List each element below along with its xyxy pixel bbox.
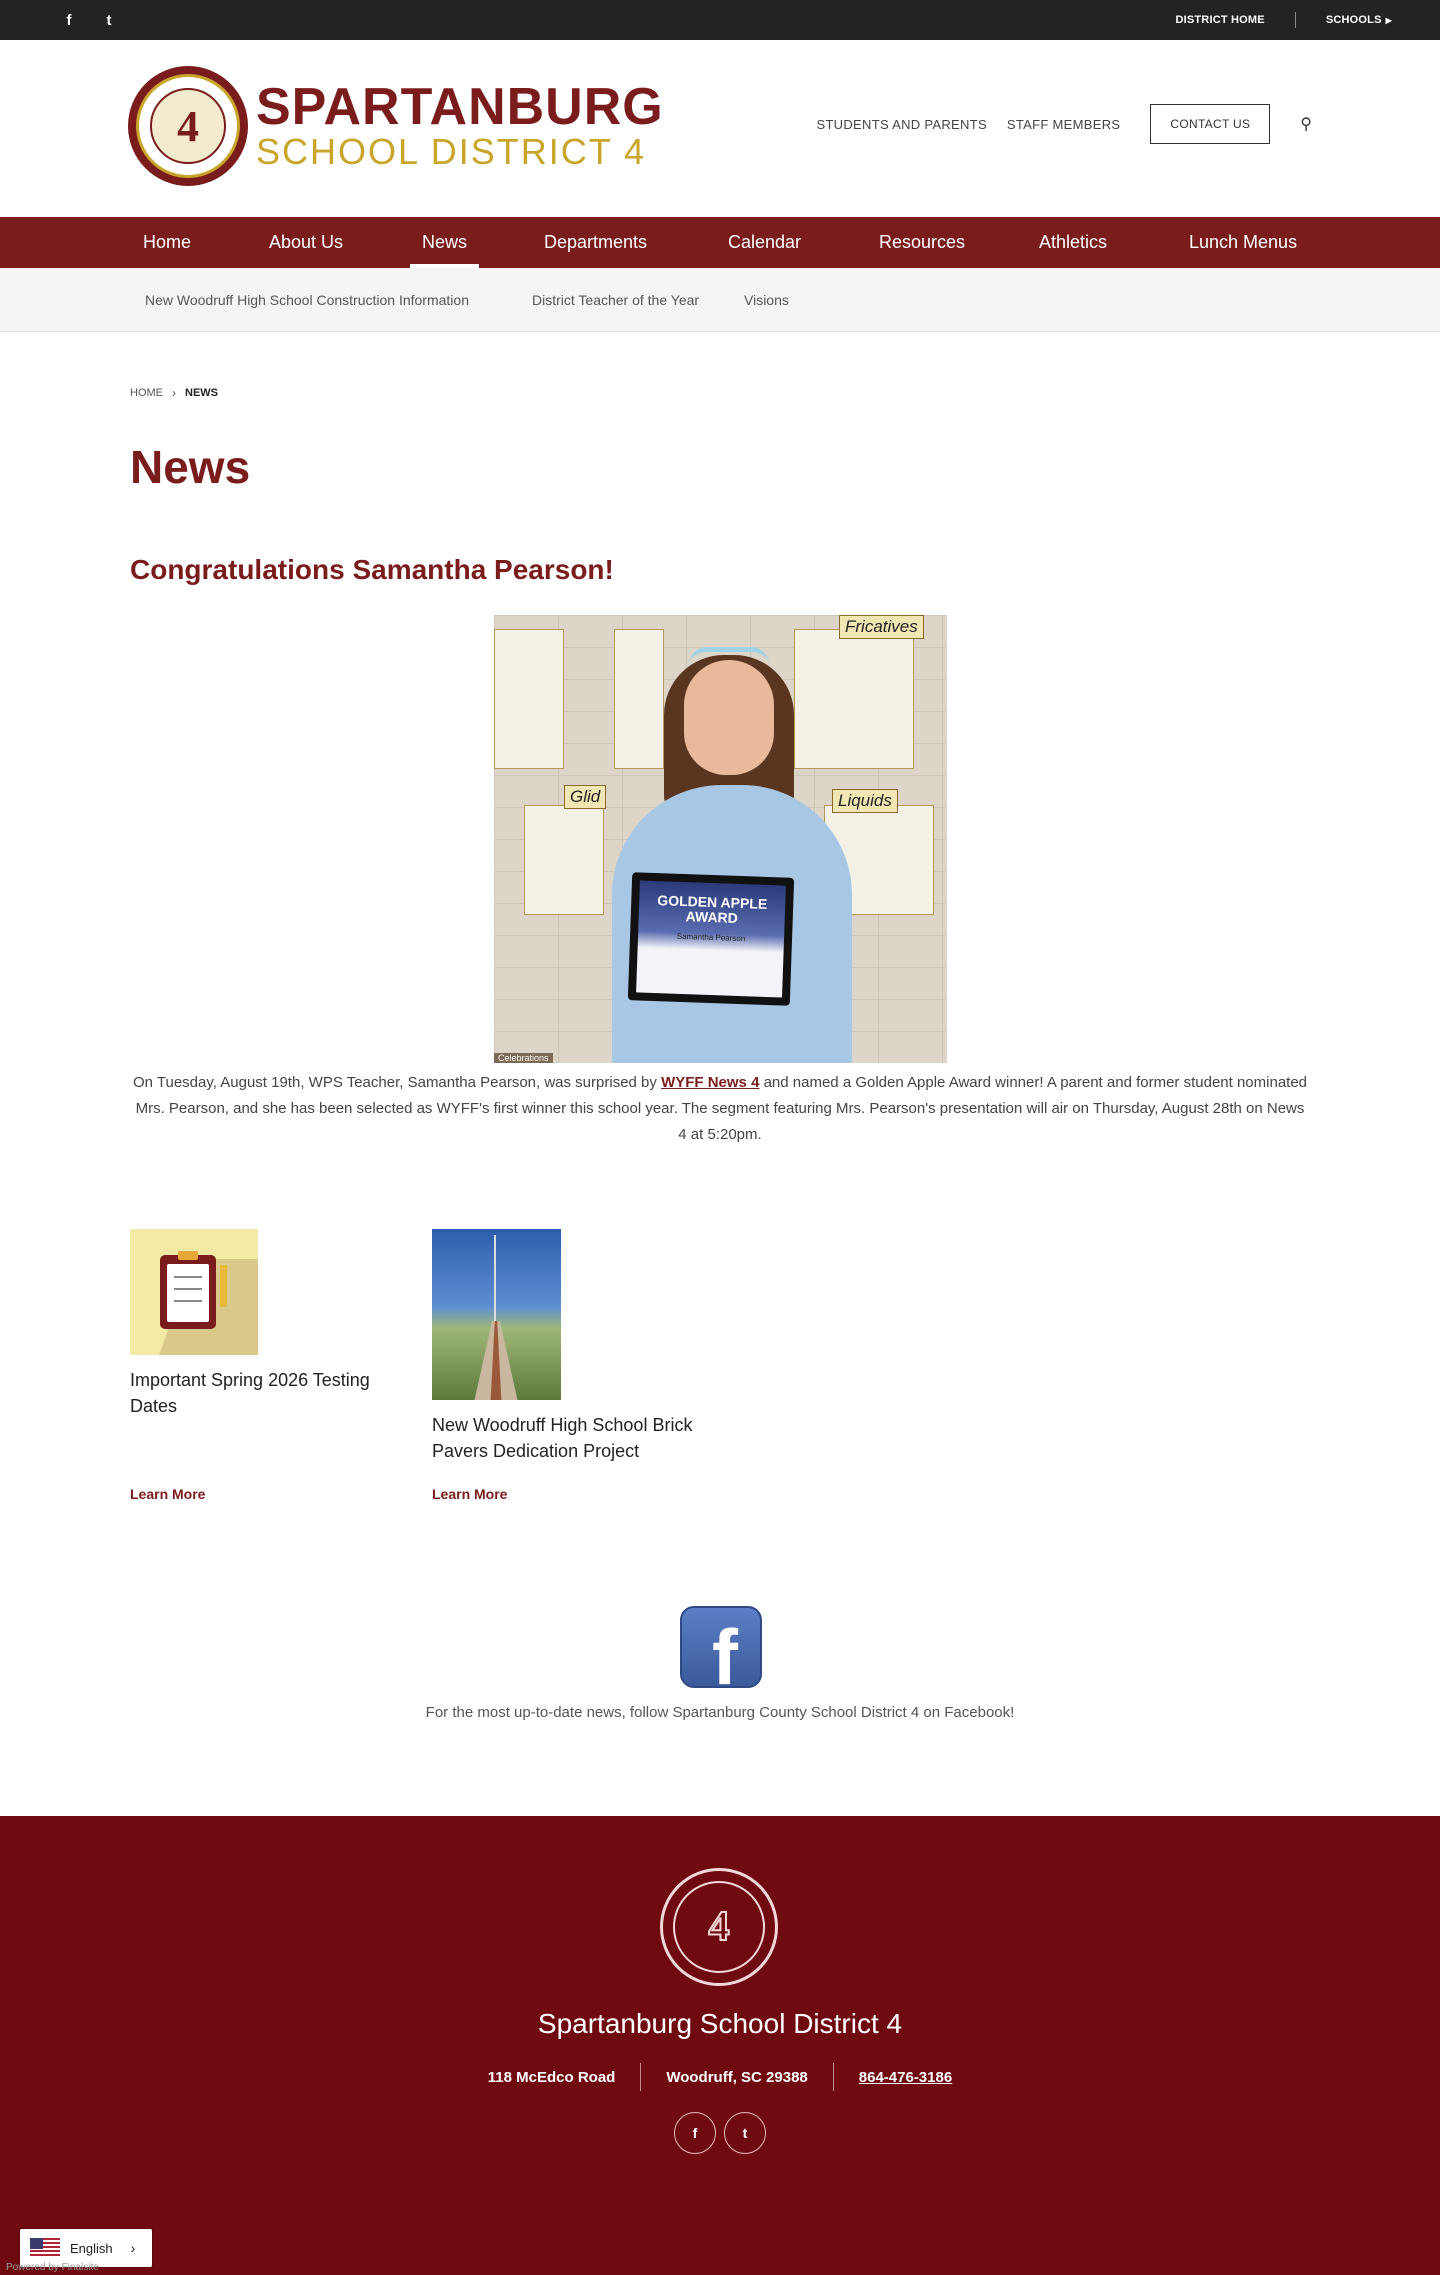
header-nav (796, 104, 1312, 144)
learn-more-link[interactable]: Learn More (432, 1486, 508, 1502)
photo-caption: Celebrations (494, 1053, 553, 1063)
breadcrumb (130, 386, 218, 400)
subnav-item-construction[interactable]: New Woodruff High School Construction Information (145, 292, 469, 308)
caret-right-icon: ▶ (1385, 16, 1392, 25)
photo-sign-glid: Glid (564, 785, 606, 809)
footer-phone-link[interactable]: 864-476-3186 (858, 2068, 953, 2086)
facebook-icon[interactable] (680, 1606, 762, 1701)
powered-by-text: Powered by Finalsite (6, 2262, 99, 2273)
district-seal-icon (128, 66, 248, 186)
golden-apple-award-plaque (628, 872, 794, 1006)
footer-district-name: Spartanburg School District 4 (537, 2008, 903, 2039)
news-card-title[interactable]: New Woodruff High School Brick Pavers Dedication Project (432, 1415, 693, 1461)
photo-sign-liquids: Liquids (832, 789, 898, 813)
divider (640, 2063, 641, 2091)
logo-line-1: SPARTANBURG (256, 78, 664, 136)
learn-more-link[interactable]: Learn More (130, 1486, 206, 1502)
article-title: Congratulations Samantha Pearson! (130, 554, 614, 585)
logo-line-2: SCHOOL DISTRICT 4 (256, 131, 647, 172)
nav-item-departments[interactable]: Departments (544, 232, 648, 252)
district-seal-icon (660, 1868, 778, 1986)
clipboard-icon (160, 1255, 216, 1329)
language-label: English (70, 2240, 113, 2256)
twitter-icon[interactable]: t (724, 2112, 766, 2154)
nav-item-calendar[interactable]: Calendar (728, 232, 802, 252)
photo-sign-fricatives: Fricatives (839, 615, 924, 639)
search-icon[interactable]: ⚲ (1300, 116, 1312, 133)
facebook-follow-text: For the most up-to-date news, follow Spartanburg County School District 4 on Facebook! (425, 1704, 1015, 1721)
chevron-right-icon: › (172, 386, 176, 400)
nav-item-lunch-menus[interactable]: Lunch Menus (1189, 232, 1298, 252)
contact-us-button[interactable]: CONTACT US (1150, 104, 1270, 144)
facebook-glyph: f (712, 1613, 738, 1701)
schools-label: SCHOOLS (1325, 14, 1382, 26)
award-title: GOLDEN APPLE AWARD (657, 892, 768, 926)
article-body (130, 1070, 1310, 1148)
news-card-title[interactable]: Important Spring 2026 Testing Dates (130, 1370, 370, 1416)
chevron-right-icon: › (130, 2240, 136, 2256)
main-nav (0, 217, 1440, 268)
divider (1295, 12, 1296, 28)
footer-contact-info (0, 2063, 1440, 2091)
footer-social (0, 2112, 1440, 2154)
seal-number: 4 (177, 101, 199, 151)
subnav-item-visions[interactable]: Visions (744, 292, 789, 308)
nav-item-about-us[interactable]: About Us (269, 232, 344, 252)
article-photo (494, 615, 947, 1063)
site-header (0, 40, 1440, 217)
district-logo[interactable] (128, 66, 664, 186)
topbar-links (1175, 0, 1392, 40)
nav-item-resources[interactable]: Resources (879, 232, 966, 252)
facebook-icon[interactable]: f (674, 2112, 716, 2154)
footer-seal-number: 4 (708, 1904, 730, 1950)
sub-nav (0, 268, 1440, 332)
district-home-link[interactable]: DISTRICT HOME (1175, 14, 1265, 26)
testing-dates-thumbnail[interactable] (130, 1229, 258, 1355)
schools-dropdown[interactable] (1326, 14, 1392, 26)
nav-item-athletics[interactable]: Athletics (1039, 232, 1108, 252)
wyff-news-link[interactable]: WYFF News 4 (661, 1074, 760, 1091)
nav-item-news[interactable]: News (422, 217, 467, 268)
nav-item-home[interactable]: Home (143, 232, 192, 252)
us-flag-icon (30, 2238, 60, 2258)
pencil-icon (220, 1265, 227, 1307)
facebook-icon[interactable]: f (66, 11, 72, 29)
utility-bar (0, 0, 1440, 40)
article-body-part-2: and named a Golden Apple Award winner! A parent and former student nominated Mrs. Pearson, and she has been selected as WYFF's first winner this school year. The segment featuring Mrs. Pearson's presentation will air on Thursday, August 28th on News 4 at 5:20pm. (135, 1074, 1308, 1143)
footer-address: 118 McEdco Road (487, 2068, 616, 2086)
staff-members-link[interactable]: STAFF MEMBERS (1006, 116, 1121, 132)
logo-wordmark (256, 78, 664, 172)
breadcrumb-current: NEWS (185, 387, 218, 399)
article-body-part-1: On Tuesday, August 19th, WPS Teacher, Samantha Pearson, was surprised by (132, 1074, 662, 1091)
breadcrumb-home[interactable]: HOME (130, 387, 163, 399)
twitter-icon[interactable]: t (106, 11, 112, 29)
page-title: News (130, 441, 251, 493)
topbar-social (62, 0, 142, 40)
brick-pavers-thumbnail[interactable] (432, 1229, 561, 1400)
site-footer (0, 1816, 1440, 2275)
subnav-item-teacher-of-year[interactable]: District Teacher of the Year (532, 292, 700, 308)
divider (833, 2063, 834, 2091)
footer-city: Woodruff, SC 29388 (666, 2068, 808, 2086)
award-recipient: Samantha Pearson (676, 931, 746, 944)
students-and-parents-link[interactable]: STUDENTS AND PARENTS (816, 116, 987, 132)
